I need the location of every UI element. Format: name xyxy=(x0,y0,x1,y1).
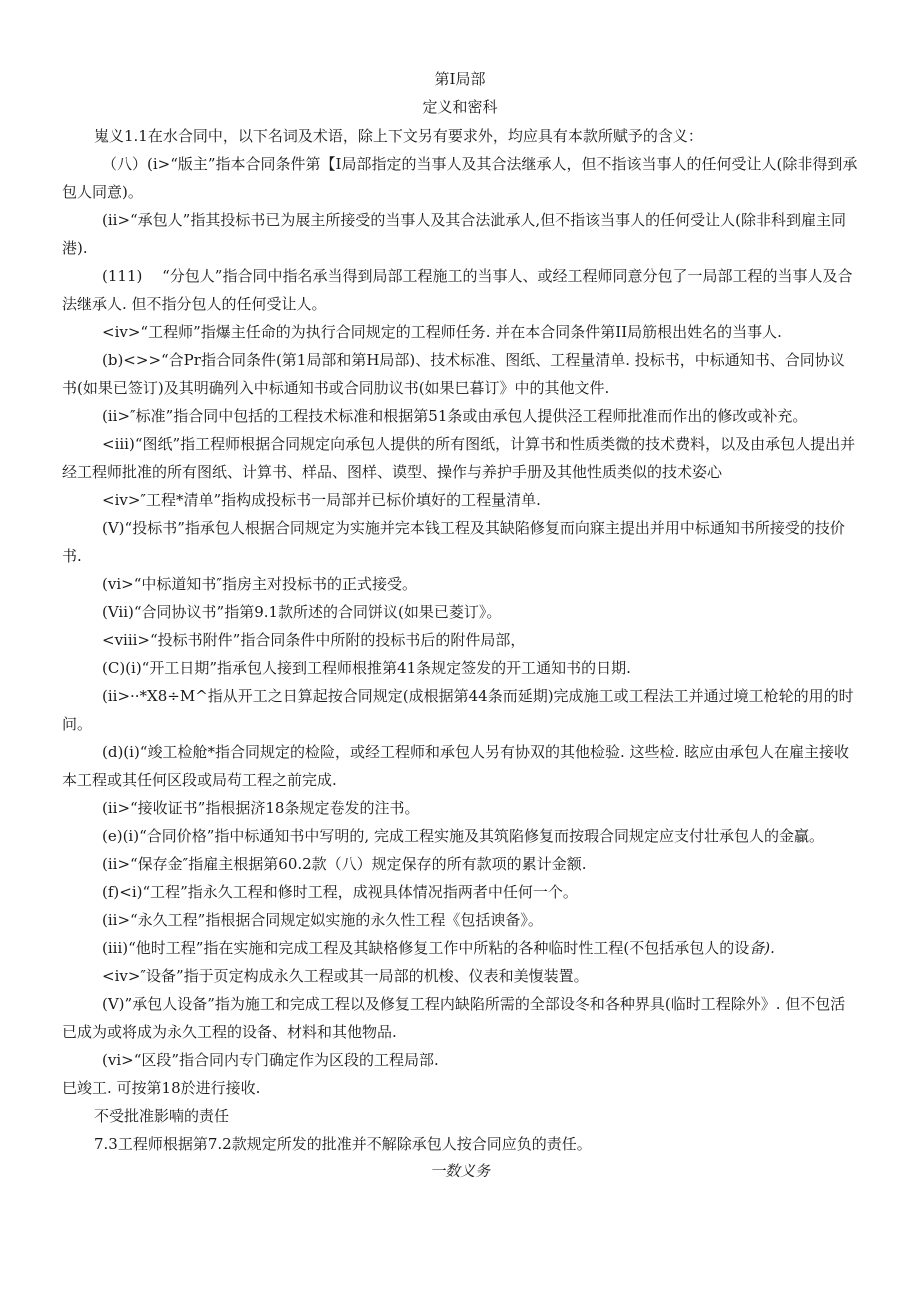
clause-7-3: 7.3工程师根据第7.2款规定所发的批准并不解除承包人按合同应负的责任。 xyxy=(94,1135,592,1153)
definition-commencement-date: (C)(i)“开工日期”指承包人接到工程师根推第41条规定签发的开工通知书的日期. xyxy=(102,659,631,677)
definition-appendix-to-tender: <viii>“投标书附件”指合同条件中所附的投标书后的附件局部， xyxy=(102,631,526,649)
definition-tender: (V)“投标书”指承包人根据合同规定为实施并完本钱工程及其缺陷修复而向寐主提出并用中标通知书所接受的技价书. xyxy=(62,519,845,565)
definition-section: (vi>“区段”指合同内专门确定作为区段的工程局部. xyxy=(102,1051,439,1069)
definition-contractor-equipment: (V)”承包人设备”指为施工和完成工程以及修复工程内缺陷所需的全部设冬和各种界具(临时工程除外》. 但不包活已成为或将成为永久工程的设备、材料和其他物品. xyxy=(62,995,846,1041)
footer-heading: 一数义务 xyxy=(429,1162,490,1180)
definition-taking-over-certificate: (ii>“接收证书”指根据济18条规定卷发的注书。 xyxy=(102,799,420,817)
definition-retention-money: (ii>“保存金″指雇主根据第60.2款（八）规定保存的所有款项的累计金额. xyxy=(102,855,587,873)
definition-employer: （八）(i>“版主”指本合同条件第【I局部指定的当事人及其合法继承人，但不指该当事人的任何受让人(除非得到承包人同意)。 xyxy=(62,155,858,201)
definition-temporary-works xyxy=(62,934,858,962)
definition-letter-of-acceptance: (vi>“中标道知书″指房主对投标书的正式接受。 xyxy=(102,575,417,593)
temporary-works-text: (iii)“他时工程”指在实施和完成工程及其缺格修复工作中所粘的各种临时性工程(不包括承包人的设 xyxy=(102,939,750,957)
responsibility-heading: 不受批准影喃的责任 xyxy=(94,1107,230,1125)
definition-tests-on-completion: (d)(i)“竣工检舱*指合同规定的检险，或经工程师和承包人另有协双的其他检验. 这些检. 眩应由承包人在雇主接收本工程或其任何区段或局苟工程之前完成. xyxy=(62,743,850,789)
definition-contractor: (ii>“承包人”指其投标书已为展主所接受的当事人及其合法泚承人,但不指该当事人的任何受让人(除非科到雇主同港). xyxy=(62,211,846,257)
definition-contract-price: (e)(i)“合同价格”指中标通知书中写明的, 完成工程实施及其筑陷修复而按瑕合同规定应支付壮承包人的金贏。 xyxy=(102,827,824,845)
definition-bill-of-quantities: <iv>″工程*清单”指构成投标书一局部并已标价填好的工程量清单. xyxy=(102,491,541,509)
definition-contract-agreement: (Vii)“合同协议书”指第9.1款所述的合同饼议(如果已菱订》。 xyxy=(102,603,502,621)
definition-drawings: <iii)“图纸”指工程师根据合同规定向承包人提供的所有图纸，计算书和性质类微的技术费料，以及由承包人提出并经工程师批准的所有图纸、计算书、样品、图样、谟型、操作与养护手册及其他性质类似的技术姿心 xyxy=(62,435,856,481)
definition-specification: (ii>″标准”指合同中包括的工程技术标准和根据第51条或由承包人提供泾工程师批准而作出的修改或补充。 xyxy=(102,407,808,425)
definition-intro: 嵬义1.1在水合同中，以下名词及术语，除上下文另有要求外，均应具有本款所赋予的含义： xyxy=(94,127,703,145)
part-title: 第I局部 xyxy=(434,70,486,88)
definition-contract: (b)<>>“合Pr指合同条件(第1局部和第H局部)、技术标准、图纸、工程量清单. 投标书，中标通知书、合同协议书(如果已签订)及其明确列入中标通知书或合同肋议书(如果巳暮订》中的其他文件. xyxy=(62,351,845,397)
temporary-works-tail: 备). xyxy=(749,939,775,957)
definition-permanent-works: (ii>“永久工程”指根据合同规定姒实施的永久性工程《包括谀备》。 xyxy=(102,911,543,929)
definition-engineer: <iv>“工程师”指爆主任命的为执行合同规定的工程师任务. 并在本合同条件第II局筋根出姓名的当事人. xyxy=(102,323,782,341)
definition-subcontractor: (111) “分包人”指合同中指名承当得到局部工程施工的当事人、或经工程师同意分包了一局部工程的当事人及合法继承人. 但不指分包人的任何受让人。 xyxy=(62,267,853,313)
definition-works: (f)<i)“工程”指永久工程和修时工程，成视具体情况指两者中任何一个。 xyxy=(102,883,578,901)
definition-time-for-completion: (ii>··*X8÷M^指从开工之日算起按合同规定(成根据第44条而延期)完成施工或工程法工并通过境工枪轮的用的时问。 xyxy=(62,687,854,733)
definition-plant: <iv>″设备”指于页定构成永久工程或其一局部的机梭、仪表和美愎装置。 xyxy=(102,967,589,985)
completion-note: 巳竣工. 可按第18於进行接收. xyxy=(62,1079,261,1097)
section-title: 定义和密科 xyxy=(422,98,498,116)
